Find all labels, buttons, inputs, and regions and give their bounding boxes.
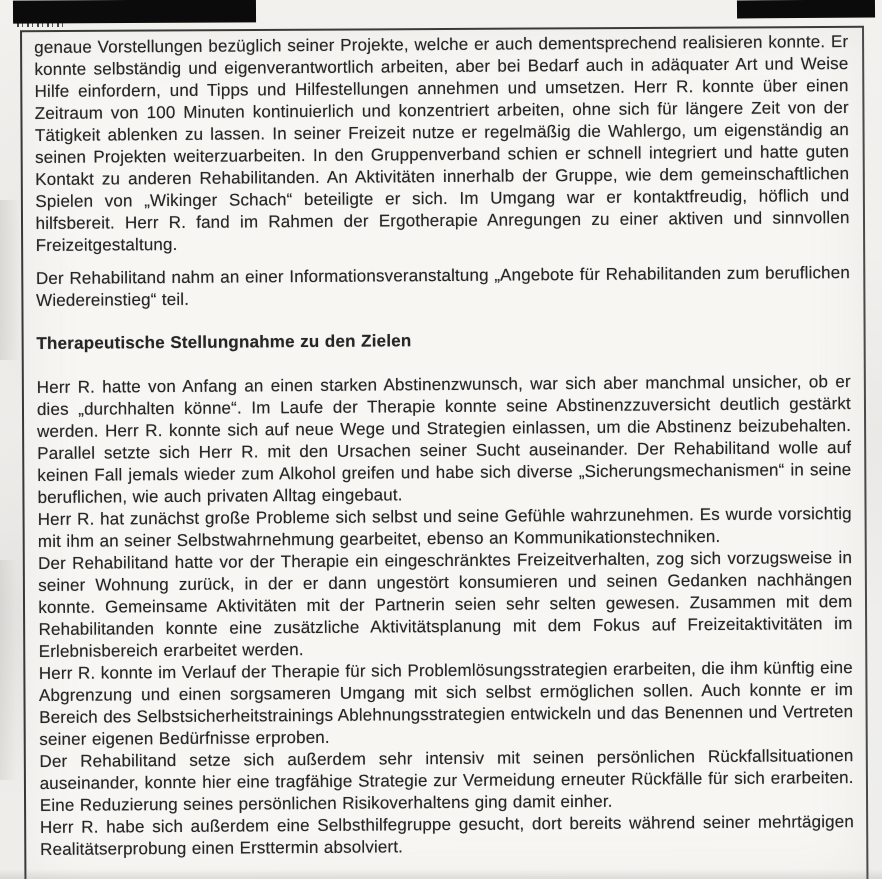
statement-paragraph-self-help-group: Herr R. habe sich außerdem eine Selbsthilfegruppe gesucht, dort bereits während seiner mehrtägigen Realitätserprobung einen Ersttermin absolviert. [39,812,855,859]
section-heading-therapeutic-statement: Therapeutische Stellungnahme zu den Zielen [36,331,412,353]
redaction-bar-left [13,0,256,24]
report-text-column [34,31,854,861]
page-border-frame [20,26,869,879]
statement-paragraph-relapse: Der Rehabilitand setze sich außerdem sehr intensiv mit seinen persönlichen Rückfallsituationen auseinander, konnte hier eine tragfähige Strategie zur Vermeidung erneuter Rückfälle für sich erarbeiten. Eine Reduzierung seines persönlichen Risikoverhaltens ging damit einher. [39,746,854,815]
paragraph-info-event: Der Rehabilitand nahm an einer Informationsveranstaltung „Angebote für Rehabilitanden zum beruflichen Wiedereinstieg“ teil. [35,263,850,310]
statement-paragraph-leisure: Der Rehabilitand hatte vor der Therapie ein eingeschränktes Freizeitverhalten, zog sich vorzugsweise in seiner Wohnung zurück, in der er dann ungestört konsumieren und seinen Gedanken nachhängen konnte. Gemeinsame Aktivitäten mit der Partnerin seien sehr selten gewesen. Zusammen mit dem Rehabilitanden konnte eine zusätzliche Aktivitätsplanung mit dem Fokus auf Freizeitaktivitäten im Erlebnisbereich erarbeitet werden. [37,548,853,661]
statement-paragraph-self-perception: Herr R. hat zunächst große Probleme sich selbst und seine Gefühle wahrzunehmen. Es wurde vorsichtig mit ihm an seiner Selbstwahrnehmung gearbeitet, ebenso an Kommunikationstechniken. [37,504,852,551]
scan-artifact-streak [0,200,20,360]
statement-paragraph-abstinence: Herr R. hatte von Anfang an einen starken Abstinenzwunsch, war sich aber manchmal unsicher, ob er dies „durchhalten könne“. Im Laufe der Therapie konnte seine Abstinenzzuversicht deutlich gestärkt werden. Herr R. konnte sich auf neue Wege und Strategien einlassen, um die Abstinenz beizubehalten. Parallel setzte sich Herr R. mit den Ursachen seiner Sucht auseinander. Der Rehabilitand wolle auf keinen Fall jemals wieder zum Alkohol greifen und habe sich diverse „Sicherungsmechanismen“ in seine beruflichen, wie auch privaten Alltag eingebaut. [36,372,852,507]
statement-paragraph-problem-solving: Herr R. konnte im Verlauf der Therapie für sich Problemlösungsstrategien erarbeiten, die ihm künftig eine Abgrenzung und einen sorgsameren Umgang mit sich selbst ermöglichen sollen. Auch konnte er im Bereich des Selbstsicherheitstrainings Ablehnungsstrategien entwickeln und das Benennen und Vertreten seiner eigenen Bedürfnisse erproben. [38,658,854,749]
scan-artifact-streak [0,560,16,780]
statement-block [37,371,855,861]
redaction-bar-right [737,0,875,18]
paragraph-ergotherapy-continuation: genaue Vorstellungen bezüglich seiner Projekte, welche er auch dementsprechend realisieren konnte. Er konnte selbständig und eigenverantwortlich arbeiten, aber bei Bedarf auch in adäquater Art und Weise Hilfe einfordern, und Tipps und Hilfestellungen annehmen und umsetzen. Herr R. konnte über einen Zeitraum von 100 Minuten kontinuierlich und konzentriert arbeiten, ohne sich für längere Zeit von der Tätigkeit ablenken zu lassen. In seiner Freizeit nutze er regelmäßig die Wahlergo, um eigenständig an seinen Projekten weiterzuarbeiten. In den Gruppenverband schien er schnell integriert und hatte guten Kontakt zu anderen Rehabilitanden. An Aktivitäten innerhalb der Gruppe, wie dem gemeinschaftlichen Spielen von „Wikinger Schach“ beteiligte er sich. Im Umgang war er kontaktfreudig, höflich und hilfsbereit. Herr R. fand im Rahmen der Ergotherapie Anregungen zu einer aktiven und sinnvollen Freizeitgestaltung. [34,32,850,255]
